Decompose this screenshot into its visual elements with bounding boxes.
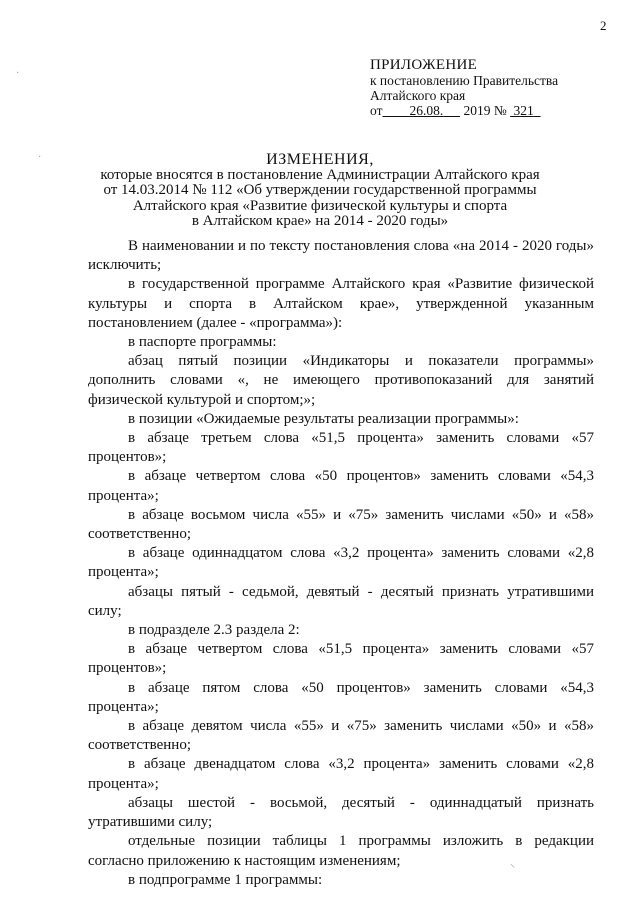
paragraph: в абзаце третьем слова «51,5 процента» заменить словами «57 процентов»;: [88, 430, 594, 466]
scan-speck: ⸌: [510, 863, 515, 874]
paragraph: в позиции «Ожидаемые результаты реализации программы»:: [128, 410, 519, 427]
paragraph: в абзаце двенадцатом слова «3,2 процента» заменить словами «2,8 процента»;: [88, 756, 594, 792]
heading-line-3: Алтайского края «Развитие физической культуры и спорта: [132, 197, 508, 214]
paragraph: абзацы пятый - седьмой, девятый - десятый признать утратившими силу;: [88, 583, 594, 619]
page-number: 2: [600, 18, 607, 33]
date-prefix: от: [370, 103, 383, 118]
heading-line-2: от 14.03.2014 № 112 «Об утверждении государственной программы: [103, 182, 537, 198]
paragraph: в абзаце пятом слова «50 процентов» заменить словами «54,3 процента»;: [88, 679, 594, 715]
paragraph: в абзаце четвертом слова «51,5 процента» заменить словами «57 процентов»;: [88, 641, 594, 677]
paragraph: абзацы шестой - восьмой, десятый - одиннадцатый признать утратившими силу;: [88, 794, 594, 831]
heading-title: ИЗМЕНЕНИЯ,: [266, 151, 374, 168]
appendix-block: [370, 58, 558, 118]
paragraph: в абзаце четвертом слова «50 процентов» заменить словами «54,3 процента»;: [88, 468, 594, 504]
appendix-line-2: Алтайского края: [370, 88, 466, 103]
number-prefix: №: [493, 103, 507, 118]
heading-line-1: которые вносятся в постановление Администрации Алтайского края: [100, 166, 540, 183]
paragraph: в подпрограмме 1 программы:: [128, 871, 323, 888]
scan-speck: ·: [16, 68, 20, 79]
paragraph: в абзаце девятом числа «55» и «75» заменить числами «50» и «58» соответственно;: [88, 718, 594, 754]
paragraph: абзац пятый позиции «Индикаторы и показатели программы» дополнить словами «, не имеющего противопоказаний для занятий физической культурой и спортом;»;: [88, 353, 594, 408]
appendix-title: ПРИЛОЖЕНИЕ: [370, 57, 478, 73]
date-year: 2019: [463, 103, 491, 118]
number-value: 321: [513, 103, 534, 118]
appendix-date-line: [370, 103, 558, 118]
paragraph: В наименовании и по тексту постановления слова «на 2014 - 2020 годы» исключить;: [88, 238, 594, 274]
document-heading: [0, 152, 640, 230]
date-value: 26.08.: [409, 103, 444, 118]
paragraph: в паспорте программы:: [128, 334, 277, 351]
paragraph: в подразделе 2.3 раздела 2:: [128, 622, 300, 639]
paragraph: в абзаце одиннадцатом слова «3,2 процента» заменить словами «2,8 процента»;: [88, 545, 594, 581]
paragraph: в государственной программе Алтайского края «Развитие физической культуры и спорта в Алтайском крае», утвержденной указанным постановлением (далее - «программа»):: [88, 276, 594, 331]
heading-line-4: в Алтайском крае» на 2014 - 2020 годы»: [191, 213, 449, 229]
paragraph: отдельные позиции таблицы 1 программы изложить в редакции согласно приложению к настоящим изменениям;: [88, 833, 594, 869]
scan-speck: ·: [38, 152, 42, 163]
appendix-line-1: к постановлению Правительства: [370, 73, 559, 88]
document-body: [88, 237, 594, 890]
paragraph: в абзаце восьмом числа «55» и «75» заменить числами «50» и «58» соответственно;: [88, 506, 594, 543]
